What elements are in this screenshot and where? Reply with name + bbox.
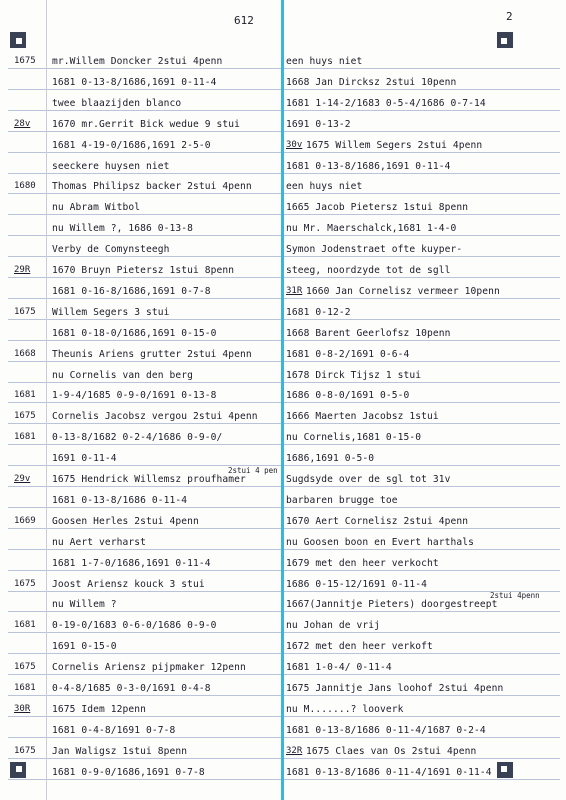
ledger-entry: 1675 Hendrick Willemsz proufhamer: [52, 474, 246, 485]
ledger-entry: 1665 Jacob Pietersz 1stui 8penn: [286, 202, 469, 213]
ledger-entry: steeg, noordzyde tot de sgll: [286, 265, 451, 276]
ledger-entry: Verby de Comynsteegh: [52, 244, 170, 255]
margin-note: 1681: [14, 620, 36, 630]
ledger-entry: Sugdsyde over de sgl tot 31v: [286, 474, 451, 485]
ledger-entry: een huys niet: [286, 56, 363, 67]
ledger-entry: twee blaazijden blanco: [52, 98, 182, 109]
ledger-entry: 1670 Aert Cornelisz 2stui 4penn: [286, 516, 469, 527]
ledger-entry: nu Abram Witbol: [52, 202, 141, 213]
rule-line: [8, 131, 560, 132]
margin-note: 1675: [14, 579, 36, 589]
top-left-corner-mark: [10, 32, 26, 48]
margin-note: 29v: [14, 474, 31, 484]
ledger-entry: nu Goosen boon en Evert harthals: [286, 537, 475, 548]
ledger-entry: 0-4-8/1685 0-3-0/1691 0-4-8: [52, 683, 211, 694]
ledger-entry: 1691 0-15-0: [52, 641, 117, 652]
ledger-entry: 1681 0-13-8/1686 0-11-4/1691 0-11-4: [286, 767, 492, 778]
rule-line: [8, 758, 560, 759]
ledger-entry: 1668 Jan Dircksz 2stui 10penn: [286, 77, 457, 88]
ledger-entry: 1681 1-0-4/ 0-11-4: [286, 662, 392, 673]
ledger-entry: 1686 0-8-0/1691 0-5-0: [286, 390, 410, 401]
margin-note: 32R: [286, 746, 303, 756]
bottom-right-corner-mark: [497, 762, 513, 778]
ledger-entry: 1686,1691 0-5-0: [286, 453, 375, 464]
rule-line: [8, 277, 560, 278]
margin-note: 30R: [14, 704, 31, 714]
margin-note: 1680: [14, 181, 36, 191]
ledger-entry: 1675 Willem Segers 2stui 4penn: [306, 140, 483, 151]
rule-line: [8, 423, 560, 424]
ledger-entry: nu Mr. Maerschalck,1681 1-4-0: [286, 223, 457, 234]
ledger-entry: 1681 0-13-8/1686,1691 0-11-4: [286, 161, 451, 172]
superscript-note: 2stui 4 pen: [228, 466, 278, 475]
rule-line: [8, 298, 560, 299]
ledger-entry: Cornelis Jacobsz vergou 2stui 4penn: [52, 411, 258, 422]
ledger-entry: 1691 0-13-2: [286, 119, 351, 130]
margin-note: 30v: [286, 140, 303, 150]
margin-note: 1681: [14, 432, 36, 442]
ledger-entry: seeckere huysen niet: [52, 161, 170, 172]
rule-line: [8, 361, 560, 362]
margin-note: 29R: [14, 265, 31, 275]
rule-line: [8, 193, 560, 194]
ledger-entry: 0-19-0/1683 0-6-0/1686 0-9-0: [52, 620, 217, 631]
margin-note: 31R: [286, 286, 303, 296]
margin-note: 1675: [14, 662, 36, 672]
rule-line: [8, 89, 560, 90]
ledger-entry: 1681 0-12-2: [286, 307, 351, 318]
rule-line: [8, 528, 560, 529]
ledger-entry: 0-13-8/1682 0-2-4/1686 0-9-0/: [52, 432, 223, 443]
rule-line: [8, 382, 560, 383]
ledger-entry: 1681 0-16-8/1686,1691 0-7-8: [52, 286, 211, 297]
ledger-entry: 1670 mr.Gerrit Bick wedue 9 stui: [52, 119, 241, 130]
rule-line: [8, 256, 560, 257]
ledger-entry: 1670 Bruyn Pietersz 1stui 8penn: [52, 265, 235, 276]
ledger-entry: nu Johan de vrij: [286, 620, 381, 631]
rule-line: [8, 591, 560, 592]
rule-line: [8, 570, 560, 571]
ledger-entry: nu Cornelis,1681 0-15-0: [286, 432, 422, 443]
margin-note: 1669: [14, 516, 36, 526]
rule-line: [8, 214, 560, 215]
rule-line: [8, 716, 560, 717]
ledger-entry: Thomas Philipsz backer 2stui 4penn: [52, 181, 252, 192]
rule-line: [8, 152, 560, 153]
superscript-note: 2stui 4penn: [490, 591, 540, 600]
rule-line: [8, 444, 560, 445]
rule-line: [8, 68, 560, 69]
center-column-rule: [281, 0, 284, 800]
ledger-entry: 1681 1-14-2/1683 0-5-4/1686 0-7-14: [286, 98, 486, 109]
ledger-entry: 1686 0-15-12/1691 0-11-4: [286, 579, 428, 590]
ledger-entry: Symon Jodenstraet ofte kuyper-: [286, 244, 463, 255]
ledger-entry: 1666 Maerten Jacobsz 1stui: [286, 411, 439, 422]
ledger-entry: Theunis Ariens grutter 2stui 4penn: [52, 349, 252, 360]
ledger-entry: 1681 0-4-8/1691 0-7-8: [52, 725, 176, 736]
ledger-entry: 1681 0-13-8/1686 0-11-4: [52, 495, 188, 506]
top-right-corner-mark: [497, 32, 513, 48]
ledger-entry: 1681 0-13-8/1686,1691 0-11-4: [52, 77, 217, 88]
ledger-entry: een huys niet: [286, 181, 363, 192]
rule-line: [8, 695, 560, 696]
rule-line: [8, 340, 560, 341]
ledger-entry: nu Cornelis van den berg: [52, 370, 194, 381]
ledger-entry: nu Aert verharst: [52, 537, 147, 548]
sheet-number: 2: [506, 10, 513, 23]
ledger-entry: nu M.......? looverk: [286, 704, 404, 715]
bottom-left-corner-mark: [10, 762, 26, 778]
ledger-entry: mr.Willem Doncker 2stui 4penn: [52, 56, 223, 67]
rule-line: [8, 611, 560, 612]
margin-note: 1675: [14, 746, 36, 756]
ledger-entry: 1668 Barent Geerlofsz 10penn: [286, 328, 451, 339]
margin-note: 1681: [14, 390, 36, 400]
ledger-entry: 1675 Idem 12penn: [52, 704, 147, 715]
rule-line: [8, 507, 560, 508]
ledger-entry: 1678 Dirck Tijsz 1 stui: [286, 370, 422, 381]
rule-line: [8, 779, 560, 780]
rule-line: [8, 235, 560, 236]
ledger-entry: Joost Ariensz kouck 3 stui: [52, 579, 205, 590]
ledger-entry: barbaren brugge toe: [286, 495, 398, 506]
ledger-entry: 1681 0-8-2/1691 0-6-4: [286, 349, 410, 360]
ledger-entry: 1672 met den heer verkoft: [286, 641, 433, 652]
ledger-entry: 1675 Claes van Os 2stui 4penn: [306, 746, 477, 757]
margin-note: 1668: [14, 349, 36, 359]
rule-line: [8, 465, 560, 466]
rule-line: [8, 653, 560, 654]
ledger-entry: 1681 1-7-0/1686,1691 0-11-4: [52, 558, 211, 569]
rule-line: [8, 110, 560, 111]
rule-line: [8, 549, 560, 550]
rule-line: [8, 402, 560, 403]
rule-line: [8, 674, 560, 675]
ledger-entry: 1660 Jan Cornelisz vermeer 10penn: [306, 286, 500, 297]
margin-note: 1681: [14, 683, 36, 693]
margin-note: 1675: [14, 307, 36, 317]
ledger-entry: Jan Waligsz 1stui 8penn: [52, 746, 188, 757]
rule-line: [8, 319, 560, 320]
ledger-entry: 1681 4-19-0/1686,1691 2-5-0: [52, 140, 211, 151]
ledger-entry: 1679 met den heer verkocht: [286, 558, 439, 569]
ledger-entry: 1681 0-9-0/1686,1691 0-7-8: [52, 767, 205, 778]
rule-line: [8, 486, 560, 487]
ledger-entry: 1691 0-11-4: [52, 453, 117, 464]
ledger-entry: 1675 Jannitje Jans loohof 2stui 4penn: [286, 683, 504, 694]
left-margin-rule: [46, 0, 47, 800]
ledger-entry: 1681 0-13-8/1686 0-11-4/1687 0-2-4: [286, 725, 486, 736]
rule-line: [8, 737, 560, 738]
ledger-entry: 1681 0-18-0/1686,1691 0-15-0: [52, 328, 217, 339]
rule-line: [8, 632, 560, 633]
ledger-entry: Cornelis Ariensz pijpmaker 12penn: [52, 662, 246, 673]
margin-note: 1675: [14, 56, 36, 66]
rule-line: [8, 173, 560, 174]
ledger-entry: nu Willem ?: [52, 599, 117, 610]
ledger-entry: 1667(Jannitje Pieters) doorgestreept: [286, 599, 498, 610]
ledger-entry: nu Willem ?, 1686 0-13-8: [52, 223, 194, 234]
folio-number: 612: [234, 14, 254, 27]
ledger-entry: Willem Segers 3 stui: [52, 307, 170, 318]
margin-note: 28v: [14, 119, 31, 129]
margin-note: 1675: [14, 411, 36, 421]
ledger-entry: 1-9-4/1685 0-9-0/1691 0-13-8: [52, 390, 217, 401]
ledger-entry: Goosen Herles 2stui 4penn: [52, 516, 199, 527]
